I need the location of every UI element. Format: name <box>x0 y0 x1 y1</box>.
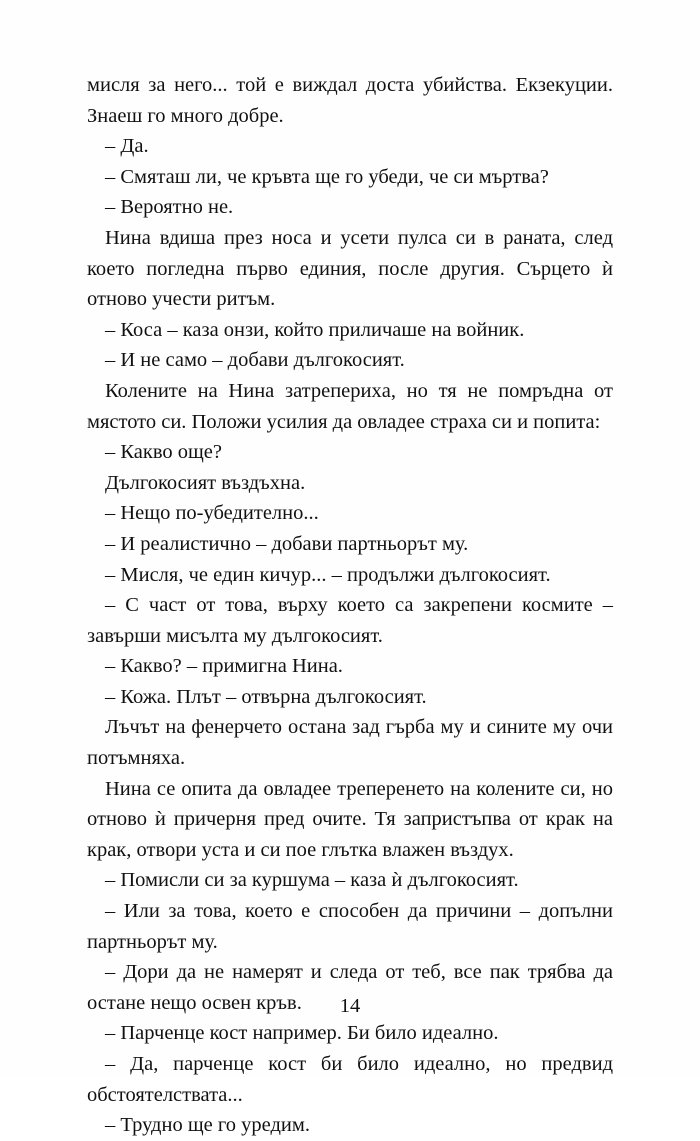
paragraph: – Мисля, че един кичур... – продължи дългокосият. <box>105 563 551 586</box>
paragraph: – Нещо по-убедително... <box>105 502 319 525</box>
paragraph: Нина се опита да овладее треперенето на колените си, но отново ѝ причерня пред очите. Тя запристъпва от крак на крак, отвори уста и си пое глътка влажен въздух. <box>87 777 613 861</box>
paragraph: – Вероятно не. <box>105 196 234 219</box>
body-text <box>87 70 613 1141</box>
paragraph: – Или за това, което е способен да причини – допълни партньорът му. <box>87 900 613 953</box>
paragraph: Лъчът на фенерчето остана зад гърба му и сините му очи потъмняха. <box>87 716 613 770</box>
paragraph: – Парченце кост например. Би било идеално. <box>105 1022 499 1045</box>
paragraph: – Да, парченце кост би било идеално, но предвид обстоятелствата... <box>87 1053 613 1106</box>
paragraph: – Какво още? <box>105 441 222 464</box>
paragraph: – Какво? – примигна Нина. <box>105 655 343 678</box>
paragraph: – Смяташ ли, че кръвта ще го убеди, че си мъртва? <box>105 165 549 188</box>
paragraph: Колените на Нина затреперихa, но тя не помръдна от мястото си. Положи усилия да овладее страха си и попита: <box>87 379 613 433</box>
page-number: 14 <box>339 995 361 1017</box>
paragraph: – Кожа. Плът – отвърна дългокосият. <box>105 685 427 708</box>
paragraph: – Коса – каза онзи, който приличаше на войник. <box>105 318 525 341</box>
paragraph: – Помисли си за куршума – каза ѝ дългокосият. <box>105 869 519 892</box>
paragraph: Нина вдиша през носа и усети пулса си в раната, след което погледна първо единия, после другия. Сърцето ѝ отново учести ритъм. <box>87 226 613 311</box>
paragraph: – С част от това, върху което са закрепени космите – завърши мисълта му дългокосият. <box>87 594 613 647</box>
paragraph: – И реалистично – добави партньорът му. <box>105 532 469 555</box>
paragraph: – И не само – добави дългокосият. <box>105 349 405 372</box>
paragraph: Дългокосият въздъхна. <box>105 471 306 494</box>
paragraph: – Да. <box>105 135 149 158</box>
paragraph: мисля за него... той е виждал доста убийства. Екзекуции. Знаеш го много добре. <box>87 74 613 127</box>
paragraph: – Дори да не намерят и следа от теб, все пак трябва да остане нещо освен кръв. <box>87 961 613 1014</box>
paragraph: – Трудно ще го уредим. <box>105 1114 310 1137</box>
